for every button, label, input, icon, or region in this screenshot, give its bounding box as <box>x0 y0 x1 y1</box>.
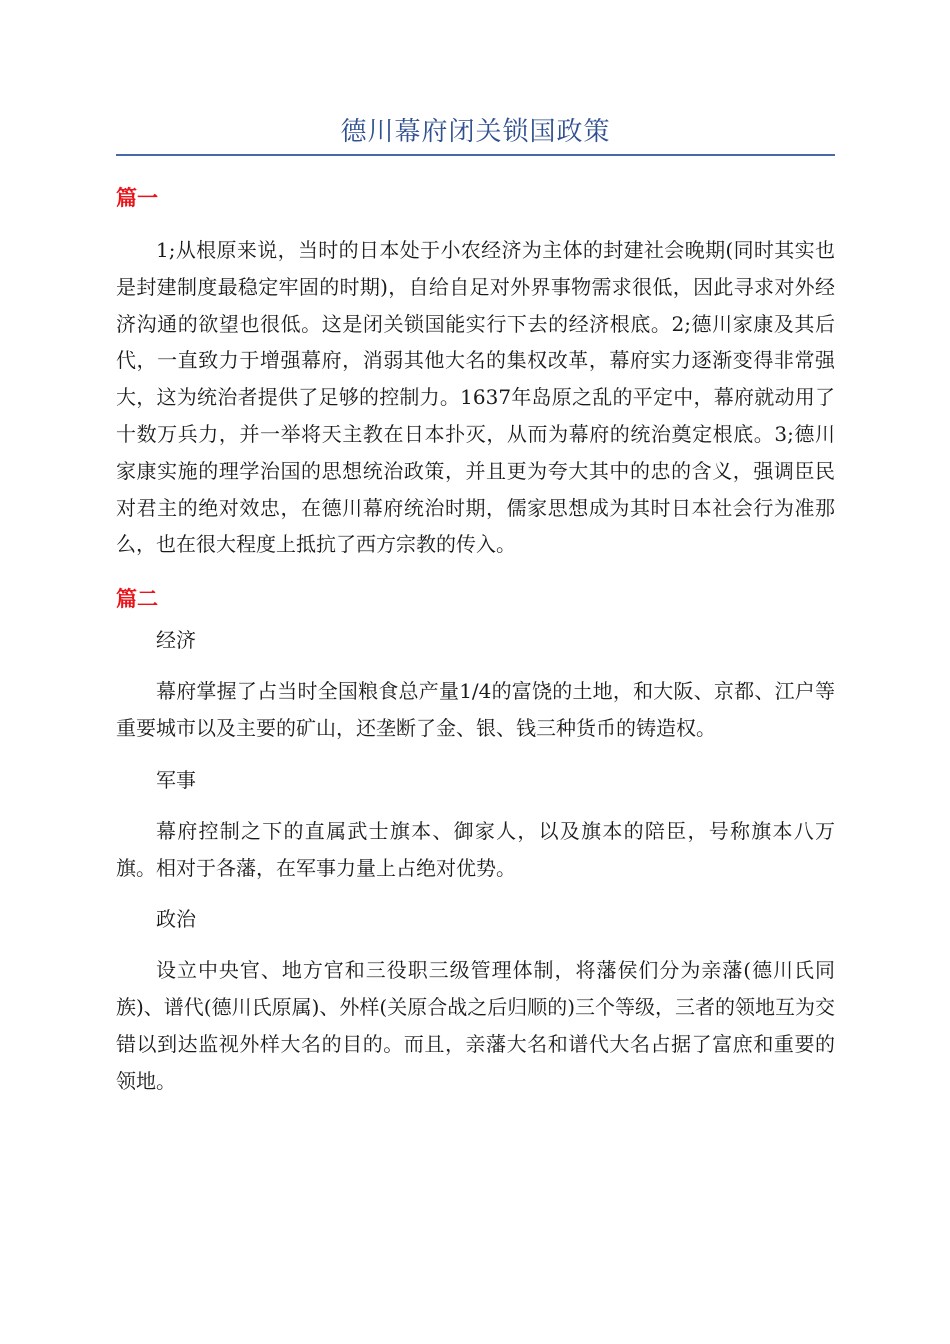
document-page <box>116 110 835 1100</box>
paragraph-politics: 设立中央官、地方官和三役职三级管理体制，将藩侯们分为亲藩(德川氏同族)、谱代(德川氏原属)、外样(关原合战之后归顺的)三个等级，三者的领地互为交错以到达监视外样大名的目的。而且，亲藩大名和谱代大名占据了富庶和重要的领地。 <box>116 958 836 1093</box>
subheading-politics: 政治 <box>156 907 196 932</box>
section-heading-1: 篇一 <box>116 185 158 210</box>
document-title: 德川幕府闭关锁国政策 <box>340 117 611 147</box>
subheading-military: 军事 <box>156 767 196 792</box>
subheading-economy: 经济 <box>156 628 196 653</box>
section-heading-2: 篇二 <box>116 586 158 612</box>
section-1-paragraph: 1;从根原来说，当时的日本处于小农经济为主体的封建社会晚期(同时其实也是封建制度最稳定牢固的时期)，自给自足对外界事物需求很低，因此寻求对外经济沟通的欲望也很低。这是闭关锁国能实行下去的经济根底。2;德川家康及其后代，一直致力于增强幕府，消弱其他大名的集权改革，幕府实力逐渐变得非常强大，这为统治者提供了足够的控制力。1637年岛原之乱的平定中，幕府就动用了十数万兵力，并一举将天主教在日本扑灭，从而为幕府的统治奠定根底。3;德川家康实施的理学治国的思想统治政策，并且更为夸大其中的忠的含义，强调臣民对君主的绝对效忠，在德川幕府统治时期，儒家思想成为其时日本社会行为准那么，也在很大程度上抵抗了西方宗教的传入。 <box>116 238 835 557</box>
title-underline <box>116 154 835 156</box>
paragraph-economy: 幕府掌握了占当时全国粮食总产量1/4的富饶的土地，和大阪、京都、江户等重要城市以及主要的矿山，还垄断了金、银、钱三种货币的铸造权。 <box>116 679 835 740</box>
paragraph-military: 幕府控制之下的直属武士旗本、御家人，以及旗本的陪臣，号称旗本八万旗。相对于各藩，在军事力量上占绝对优势。 <box>116 818 835 880</box>
